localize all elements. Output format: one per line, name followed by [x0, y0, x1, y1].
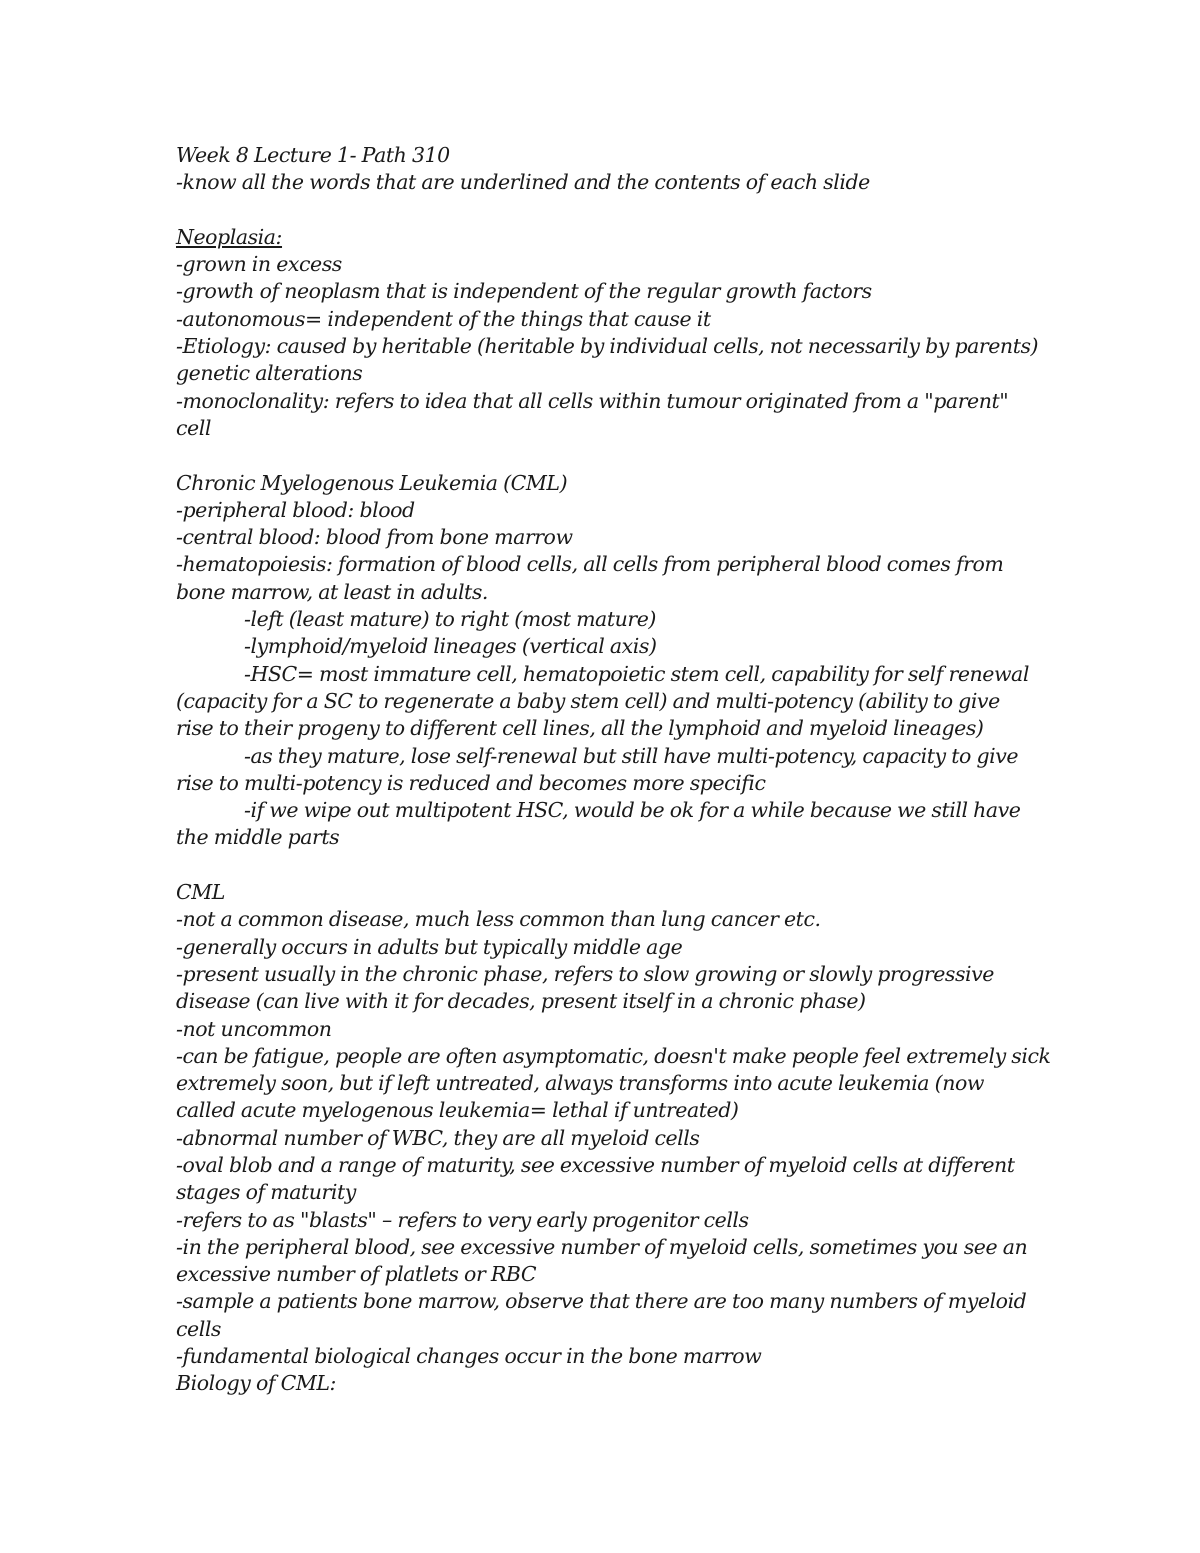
blank-line [176, 442, 1036, 469]
cml-heading: CML [176, 880, 225, 905]
neoplasia-line: -monoclonality: refers to idea that all cells within tumour originated from a "parent" [176, 388, 1009, 413]
cml-line: -in the peripheral blood, see excessive number of myeloid cells, sometimes you see an [176, 1234, 1028, 1259]
lecture-title: Week 8 Lecture 1- Path 310 [176, 143, 450, 167]
cml-intro-line: rise to their progeny to different cell lines, all the lymphoid and myeloid lineages) [176, 716, 984, 741]
neoplasia-line: -autonomous= independent of the things that cause it [176, 306, 711, 331]
cml-line: -refers to as "blasts" – refers to very early progenitor cells [176, 1207, 749, 1232]
cml-intro-line: -peripheral blood: blood [176, 497, 415, 522]
cml-intro-line: (capacity for a SC to regenerate a baby stem cell) and multi-potency (ability to give [176, 688, 1000, 713]
cml-line: cells [176, 1316, 221, 1341]
cml-line: extremely soon, but if left untreated, always transforms into acute leukemia (now [176, 1071, 984, 1096]
cml-line: called acute myelogenous leukemia= lethal if untreated) [176, 1098, 739, 1123]
neoplasia-line: -grown in excess [176, 252, 342, 277]
neoplasia-line: -Etiology: caused by heritable (heritable by individual cells, not necessarily by parents) [176, 334, 1039, 359]
cml-intro-indented-line: -left (least mature) to right (most mature) [244, 607, 656, 632]
neoplasia-line: -growth of neoplasm that is independent of the regular growth factors [176, 279, 872, 304]
blank-line [176, 852, 1036, 879]
cml-line: -abnormal number of WBC, they are all myeloid cells [176, 1125, 700, 1150]
cml-intro-line: bone marrow, at least in adults. [176, 579, 488, 604]
cml-line: -sample a patients bone marrow, observe that there are too many numbers of myeloid [176, 1289, 1027, 1314]
neoplasia-line: genetic alterations [176, 361, 363, 386]
cml-line: stages of maturity [176, 1180, 356, 1205]
cml-intro-indented-line: -as they mature, lose self-renewal but still have multi-potency, capacity to give [244, 743, 1019, 768]
document-body [176, 142, 1051, 1398]
cml-line: -oval blob and a range of maturity, see excessive number of myeloid cells at different [176, 1152, 1015, 1177]
study-instruction: -know all the words that are underlined and the contents of each slide [176, 170, 870, 195]
blank-line [176, 197, 1036, 224]
cml-intro-line: the middle parts [176, 825, 340, 850]
cml-line: -can be fatigue, people are often asymptomatic, doesn't make people feel extremely sick [176, 1043, 1051, 1068]
neoplasia-line: cell [176, 415, 211, 440]
cml-intro-indented-line: -lymphoid/myeloid lineages (vertical axis) [244, 634, 657, 659]
cml-line: excessive number of platlets or RBC [176, 1262, 537, 1287]
cml-line: -fundamental biological changes occur in the bone marrow [176, 1344, 762, 1369]
cml-line: -not a common disease, much less common than lung cancer etc. [176, 907, 821, 932]
cml-intro-indented-line: -if we wipe out multipotent HSC, would be ok for a while because we still have [244, 798, 1021, 823]
cml-intro-heading: Chronic Myelogenous Leukemia (CML) [176, 470, 568, 495]
cml-line: -not uncommon [176, 1016, 332, 1041]
cml-line: disease (can live with it for decades, present itself in a chronic phase) [176, 989, 866, 1014]
neoplasia-heading: Neoplasia: [176, 224, 283, 249]
cml-line: Biology of CML: [176, 1371, 336, 1396]
cml-intro-line: rise to multi-potency is reduced and becomes more specific [176, 770, 766, 795]
cml-intro-indented-line: -HSC= most immature cell, hematopoietic stem cell, capability for self renewal [244, 661, 1029, 686]
cml-intro-line: -central blood: blood from bone marrow [176, 525, 573, 550]
cml-line: -generally occurs in adults but typically middle age [176, 934, 683, 959]
cml-intro-line: -hematopoiesis: formation of blood cells, all cells from peripheral blood comes from [176, 552, 1004, 577]
cml-line: -present usually in the chronic phase, refers to slow growing or slowly progressive [176, 961, 994, 986]
